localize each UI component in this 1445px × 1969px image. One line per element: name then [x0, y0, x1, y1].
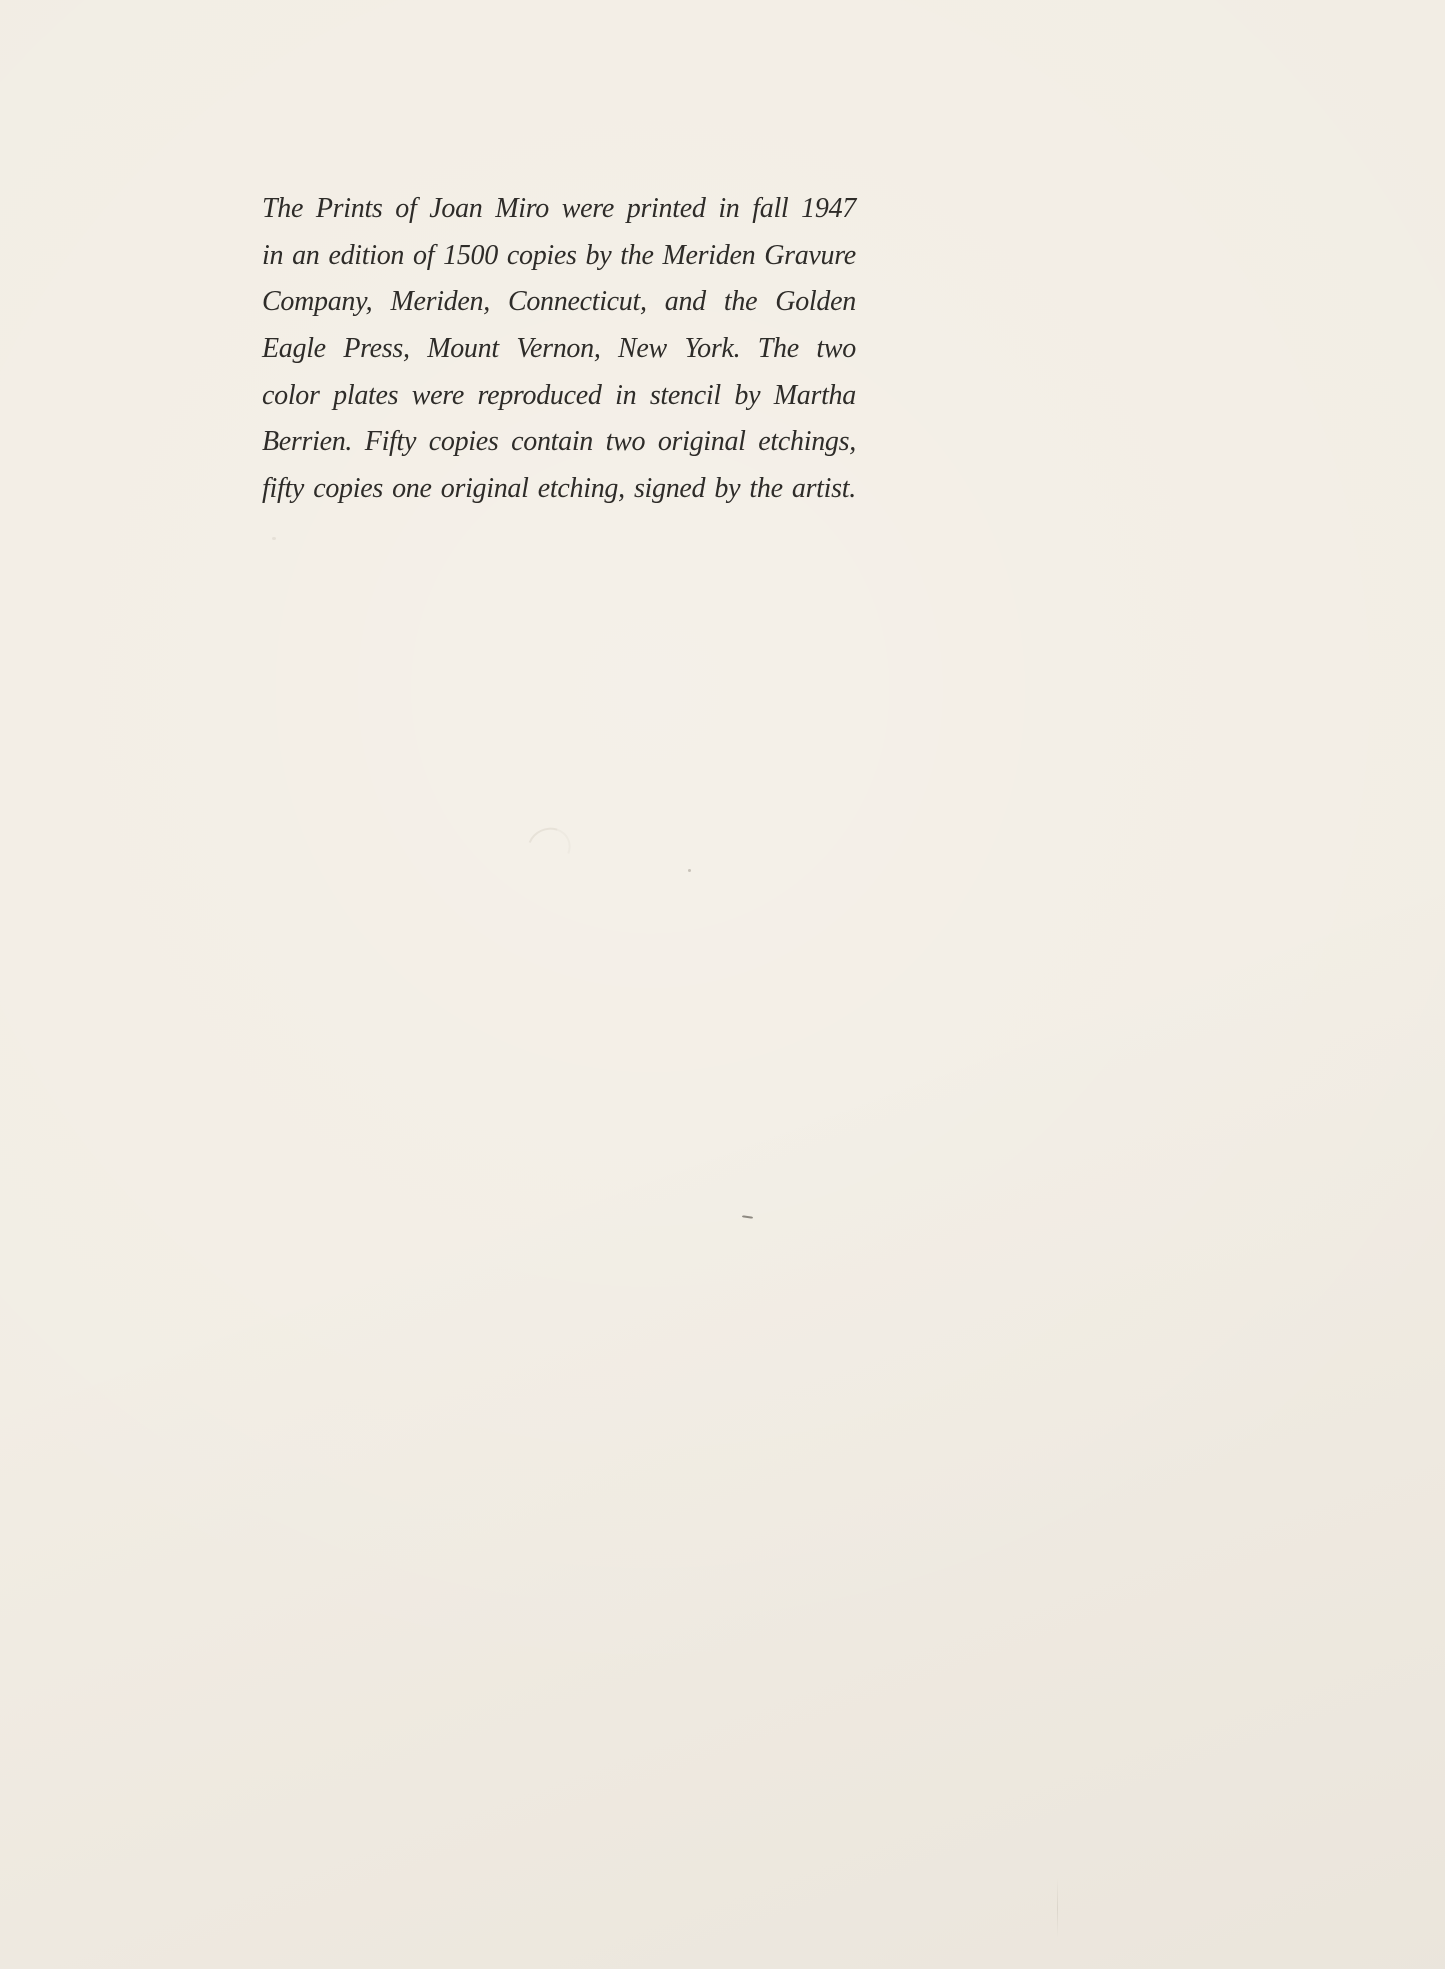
colophon-text	[262, 186, 856, 512]
paper-speck	[272, 537, 276, 540]
colophon-line: Berrien. Fifty copies contain two original etchings,	[262, 426, 856, 458]
pen-tick-mark	[742, 1215, 753, 1219]
colophon-line: color plates were reproduced in stencil by Martha	[262, 379, 856, 411]
paper-speck	[688, 869, 691, 872]
colophon-line: Eagle Press, Mount Vernon, New York. The two	[262, 333, 856, 365]
colophon-line: The Prints of Joan Miro were printed in fall 1947	[262, 193, 856, 225]
colophon-line: fifty copies one original etching, signed by the artist.	[262, 472, 856, 504]
paper-crease	[1057, 1878, 1058, 1938]
colophon-line: in an edition of 1500 copies by the Meriden Gravure	[262, 239, 856, 271]
colophon-line: Company, Meriden, Connecticut, and the Golden	[262, 286, 856, 318]
paper-emboss-mark	[521, 821, 578, 876]
